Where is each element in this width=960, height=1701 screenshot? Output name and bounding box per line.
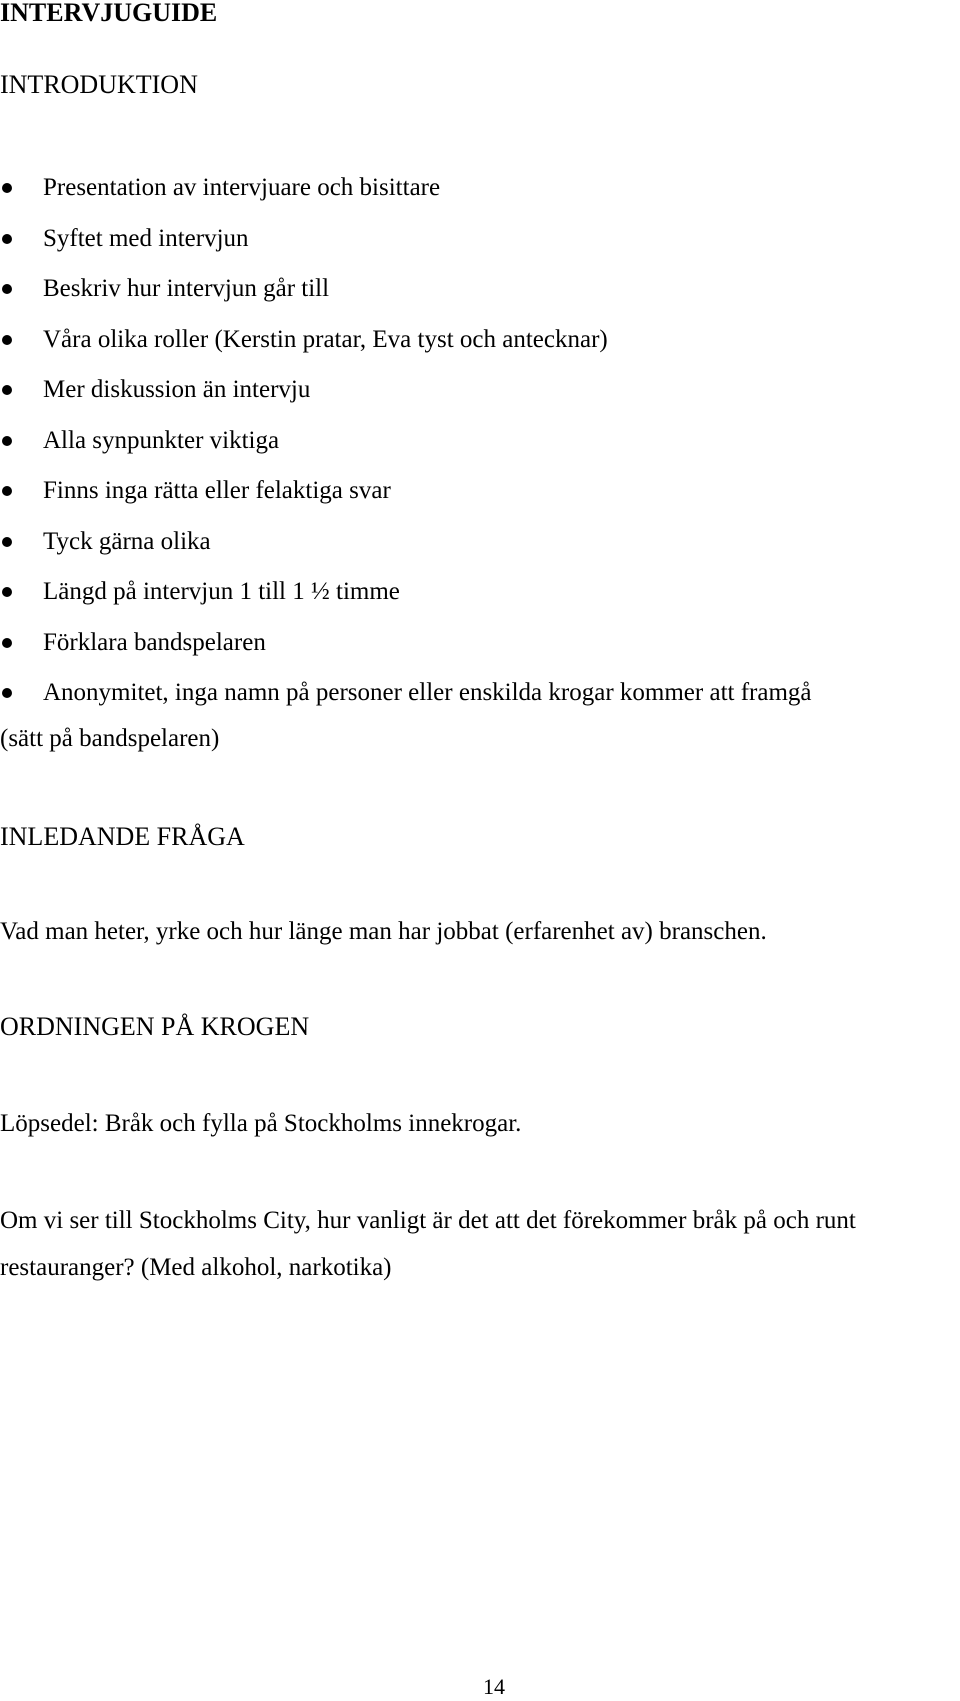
bullet-icon [2,234,12,244]
bullet-text: Anonymitet, inga namn på personer eller enskilda krogar kommer att framgå [43,679,812,706]
bullet-icon [2,638,12,648]
bullet-text: Alla synpunkter viktiga [43,426,280,454]
bullet-text: Längd på intervjun 1 till 1 ½ timme [43,578,400,605]
bullet-text: Presentation av intervjuare och bisittare [43,174,441,201]
bullet-icon [2,688,12,698]
bullet-icon [2,587,12,597]
lopsedel-paragraph: Löpsedel: Bråk och fylla på Stockholms innekrogar. [0,1110,522,1137]
bullet-icon [2,284,12,294]
bullet-text: Tyck gärna olika [43,527,211,555]
bullet-icon [2,486,12,496]
bullet-text: Syftet med intervjun [43,224,249,252]
bullet-icon [2,183,12,193]
bullet-text: Våra olika roller (Kerstin pratar, Eva tyst och antecknar) [43,325,608,353]
bullet-text: Förklara bandspelaren [43,628,266,656]
question-paragraph-line-1: Om vi ser till Stockholms City, hur vanligt är det att det förekommer bråk på och runt [0,1207,856,1234]
bullet-continuation-text: (sätt på bandspelaren) [0,725,220,752]
bullet-icon [2,436,12,446]
bullet-text: Mer diskussion än intervju [43,376,311,403]
inledande-fraga-paragraph: Vad man heter, yrke och hur länge man har jobbat (erfarenhet av) branschen. [0,918,767,945]
bullet-icon [2,385,12,395]
bullet-icon [2,537,12,547]
bullet-text: Finns inga rätta eller felaktiga svar [43,477,391,504]
section-heading-inledande-fraga: INLEDANDE FRÅGA [0,822,245,851]
question-paragraph-line-2: restauranger? (Med alkohol, narkotika) [0,1254,392,1281]
document-title: INTERVJUGUIDE [0,0,218,27]
bullet-icon [2,335,12,345]
bullet-text: Beskriv hur intervjun går till [43,275,330,302]
section-heading-ordningen-pa-krogen: ORDNINGEN PÅ KROGEN [0,1012,310,1041]
section-heading-introduktion: INTRODUKTION [0,70,198,99]
page-number: 14 [483,1674,505,1699]
